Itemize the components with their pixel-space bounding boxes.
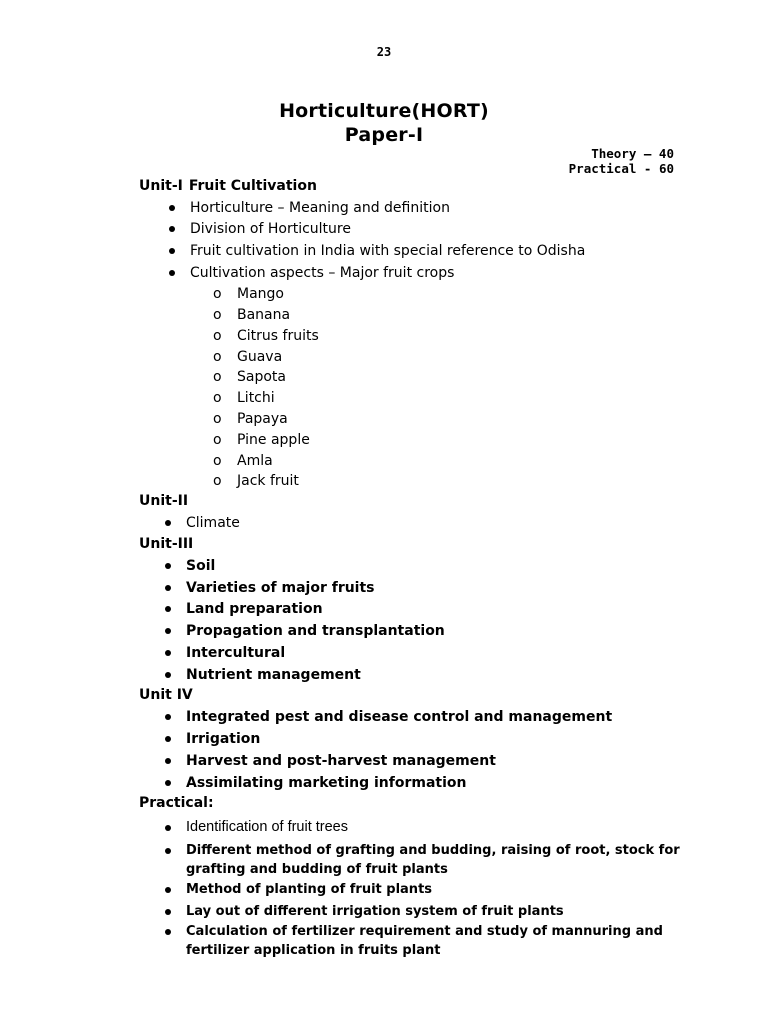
bullet-icon <box>165 520 171 526</box>
list-item: Varieties of major fruits <box>186 580 375 596</box>
list-item: Identification of fruit trees <box>186 819 348 835</box>
practical-heading: Practical: <box>139 795 214 811</box>
fruit-item: Mango <box>237 286 284 302</box>
fruit-item: Citrus fruits <box>237 328 319 344</box>
fruit-item: Banana <box>237 307 291 323</box>
bullet-icon <box>165 848 171 854</box>
list-item: Soil <box>186 558 216 574</box>
list-item: Horticulture – Meaning and definition <box>190 200 450 216</box>
bullet-icon <box>165 887 171 893</box>
list-item: Intercultural <box>186 645 286 661</box>
fruit-item: Papaya <box>237 411 288 427</box>
fruit-item: Jack fruit <box>237 473 299 489</box>
fruit-item: Pine apple <box>237 432 310 448</box>
fruit-item: Amla <box>237 453 273 469</box>
bullet-icon <box>165 758 171 764</box>
unit-4-heading: Unit IV <box>139 687 193 703</box>
sub-bullet-marker: o <box>213 453 222 469</box>
list-item: Lay out of different irrigation system of fruit plants <box>186 904 564 919</box>
fruit-item: Guava <box>237 349 283 365</box>
unit-3-heading: Unit-III <box>139 536 194 552</box>
list-item: Cultivation aspects – Major fruit crops <box>190 265 455 281</box>
list-item: Nutrient management <box>186 667 361 683</box>
bullet-icon <box>165 650 171 656</box>
practical-marks: Practical - 60 <box>568 161 674 176</box>
list-item: Integrated pest and disease control and management <box>186 709 613 725</box>
bullet-icon <box>165 563 171 569</box>
bullet-icon <box>165 585 171 591</box>
list-item-continuation: grafting and budding of fruit plants <box>186 862 448 877</box>
unit-1-subtitle: Fruit Cultivation <box>188 178 317 194</box>
list-item: Fruit cultivation in India with special reference to Odisha <box>190 243 586 259</box>
fruit-item: Litchi <box>237 390 275 406</box>
fruit-item: Sapota <box>237 369 286 385</box>
bullet-icon <box>165 714 171 720</box>
sub-bullet-marker: o <box>213 307 222 323</box>
bullet-icon <box>165 628 171 634</box>
unit-1-heading <box>139 177 317 195</box>
bullet-icon <box>165 780 171 786</box>
list-item: Propagation and transplantation <box>186 623 445 639</box>
list-item: Harvest and post-harvest management <box>186 753 496 769</box>
theory-marks: Theory – 40 <box>591 146 674 161</box>
bullet-icon <box>165 929 171 935</box>
unit-2-heading: Unit-II <box>139 493 189 509</box>
sub-bullet-marker: o <box>213 349 222 365</box>
bullet-icon <box>165 736 171 742</box>
page-number: 23 <box>376 45 392 59</box>
sub-bullet-marker: o <box>213 473 222 489</box>
bullet-icon <box>169 270 175 276</box>
list-item: Land preparation <box>186 601 323 617</box>
sub-bullet-marker: o <box>213 328 222 344</box>
list-item: Calculation of fertilizer requirement and study of mannuring and <box>186 924 663 939</box>
bullet-icon <box>169 248 175 254</box>
sub-bullet-marker: o <box>213 286 222 302</box>
bullet-icon <box>165 672 171 678</box>
sub-bullet-marker: o <box>213 432 222 448</box>
bullet-icon <box>165 606 171 612</box>
list-item: Assimilating marketing information <box>186 775 467 791</box>
bullet-icon <box>165 909 171 915</box>
sub-bullet-marker: o <box>213 411 222 427</box>
sub-bullet-marker: o <box>213 369 222 385</box>
sub-bullet-marker: o <box>213 390 222 406</box>
list-item: Division of Horticulture <box>190 221 351 237</box>
paper-subtitle: Paper-I <box>344 124 424 146</box>
list-item-continuation: fertilizer application in fruits plant <box>186 943 441 958</box>
page-title: Horticulture(HORT) <box>279 100 489 122</box>
list-item: Climate <box>186 515 240 531</box>
bullet-icon <box>169 205 175 211</box>
list-item: Irrigation <box>186 731 261 747</box>
bullet-icon <box>165 825 171 831</box>
bullet-icon <box>169 226 175 232</box>
unit-1-label: Unit-I <box>139 178 183 194</box>
list-item: Different method of grafting and budding, raising of root, stock for <box>186 843 680 858</box>
list-item: Method of planting of fruit plants <box>186 882 433 897</box>
